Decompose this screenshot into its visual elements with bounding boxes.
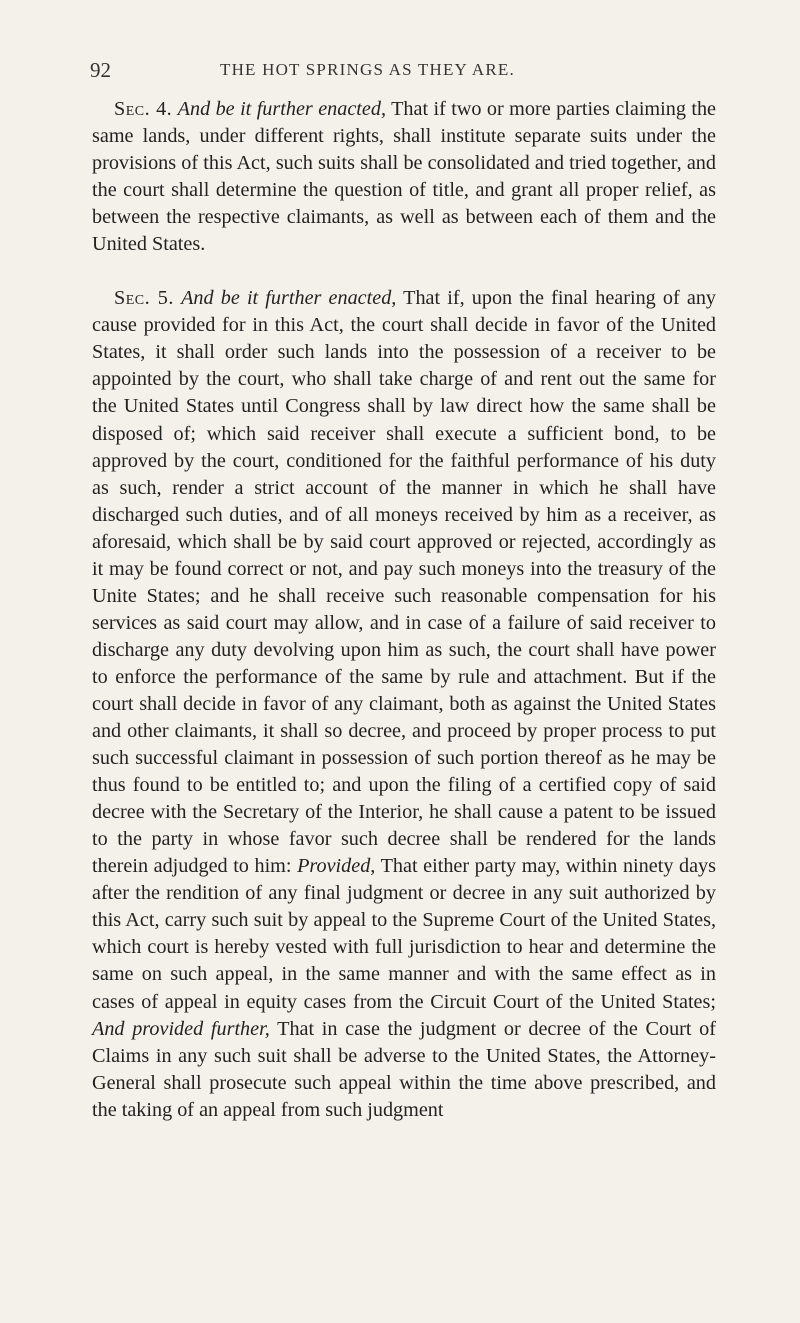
page-number: 92	[90, 58, 111, 82]
proviso-clause: And provided further,	[92, 1017, 270, 1040]
running-title: THE HOT SPRINGS AS THEY ARE.	[220, 60, 515, 79]
proviso-clause: Provided,	[297, 855, 376, 878]
section-label: Sec. 5.	[114, 287, 174, 310]
enactment-clause: And be it further enacted,	[177, 98, 387, 120]
section-text: That if two or more parties claiming the same lands, under different rights, shall institute separate suits under the provisions of this Act, such suits shall be consolidated and tried together, and the court shall determine the question of title, and grant all proper relief, as between the respective claimants, as well as between each of them and the United States.	[92, 98, 717, 256]
section-text: That if, upon the final hearing of any cause provided for in this Act, the court shall decide in favor of the United States, it shall order such lands into the possession of a receiver to be appointed by the court, who shall take charge of and rent out the same for the United States until Congress shall by law direct how the same shall be disposed of; which said receiver shall execute a sufficient bond, to be approved by the court, conditioned for the faithful performance of his duty as such, render a strict account of the manner in which he shall have discharged such duties, and of all moneys received by him as a receiver, as aforesaid, which shall be by said court approved or rejected, accordingly as it may be found correct or not, and pay such moneys into the treasury of the Unite States; and he shall receive such reasonable compensation for his services as said court may allow, and in case of a failure of said receiver to discharge any duty devolving upon him as such, the court shall have power to enforce the performance of the same by rule and attachment. But if the court shall decide in favor of any claimant, both as against the United States and other claimants, it shall so decree, and proceed by proper process to put such successful claimant in possession of such portion thereof as he may be thus found to be entitled to; and upon the filing of a certified copy of said decree with the Secretary of the Interior, he shall cause a patent to be issued to the party in whose favor such decree shall be rendered for the lands therein adjudged to him:	[92, 287, 717, 878]
page-body	[92, 96, 716, 1124]
enactment-clause: And be it further enacted,	[181, 287, 397, 310]
section-5	[92, 285, 716, 1123]
section-text: That in case the judgment or decree of the Court of Claims in any such suit shall be adverse to the United States, the Attorney-General shall prosecute such appeal within the time above prescribed, and the taking of an appeal from such judgment	[92, 1017, 717, 1121]
section-label: Sec. 4.	[114, 98, 173, 120]
section-text: That either party may, within ninety days after the rendition of any final judgment or decree in any suit authorized by this Act, carry such suit by appeal to the Supreme Court of the United States, which court is hereby vested with full jurisdiction to hear and determine the same on such appeal, in the same manner and with the same effect as in cases of appeal in equity cases from the Circuit Court of the United States;	[92, 855, 716, 1013]
section-4	[92, 96, 716, 258]
page-header	[90, 58, 730, 86]
